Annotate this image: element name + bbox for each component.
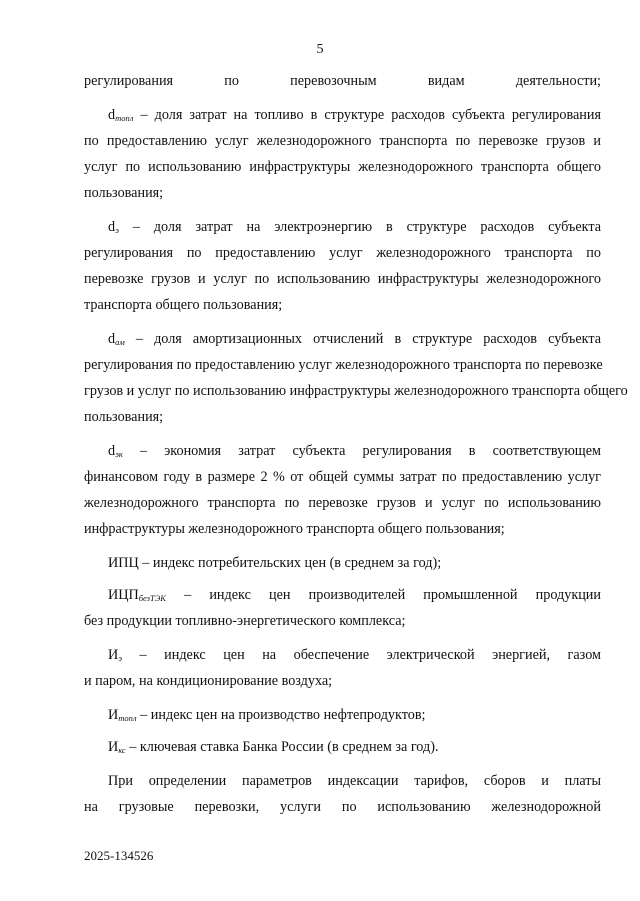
definition-d-economy xyxy=(84,438,601,542)
text-line: перевозке грузов и услуг по использованию инфраструктуры железнодорожного xyxy=(84,271,601,287)
symbol: И xyxy=(108,707,119,723)
symbol-subscript: топл xyxy=(115,113,134,123)
document-body xyxy=(84,68,628,828)
text-line: на грузовые перевозки, услуги по использованию железнодорожной xyxy=(84,799,601,815)
symbol-subscript: кс xyxy=(118,745,126,755)
symbol: d xyxy=(108,443,116,459)
symbol: И xyxy=(108,647,119,663)
definition-index-fuel xyxy=(84,702,601,728)
document-id: 2025-134526 xyxy=(84,848,154,863)
definition-d-fuel xyxy=(84,102,601,206)
text-line: по предоставлению услуг железнодорожного транспорта по перевозке грузов и xyxy=(84,133,601,149)
text-line: $d_{эк}$ – экономия затрат субъекта регулирования в соответствующем xyxy=(108,443,601,459)
text-line: регулирования по перевозочным видам деятельности; xyxy=(84,73,601,89)
text-line: $И_{топл}$ – индекс цен на производство нефтепродуктов; xyxy=(108,707,426,723)
text-line: транспорта общего пользования; xyxy=(84,297,283,313)
text-line: грузов и услуг по использованию инфраструктуры железнодорожного транспорта общего xyxy=(84,383,628,399)
symbol: ИЦП xyxy=(108,587,139,603)
definition-ppi xyxy=(84,582,601,634)
text-line: пользования; xyxy=(84,409,164,425)
text-line: $d_{ам}$ – доля амортизационных отчислений в структуре расходов субъекта xyxy=(108,331,601,347)
text-line: регулирования по предоставлению услуг железнодорожного транспорта по xyxy=(84,245,601,261)
text-line: ИПЦ – индекс потребительских цен (в среднем за год); xyxy=(108,555,442,571)
symbol: d xyxy=(108,331,116,347)
definition-cpi xyxy=(84,550,601,576)
text-line: $ИЦП_{безТЭК}$ – индекс цен производителей промышленной продукции xyxy=(108,587,601,603)
paragraph-regulation-end xyxy=(84,68,601,94)
paragraph-indexation xyxy=(84,768,601,820)
text-line: финансовом году в размере 2 % от общей суммы затрат по предоставлению услуг xyxy=(84,469,601,485)
symbol: И xyxy=(108,739,119,755)
text-line: При определении параметров индексации тарифов, сборов и платы xyxy=(108,773,601,789)
symbol-subscript: э xyxy=(118,653,122,663)
text-line: $И_{кс}$ – ключевая ставка Банка России (в среднем за год). xyxy=(108,739,439,755)
text-line: и паром, на кондиционирование воздуха; xyxy=(84,673,333,689)
text-line: услуг по использованию инфраструктуры железнодорожного транспорта общего xyxy=(84,159,601,175)
symbol-subscript: топл xyxy=(118,713,137,723)
definition-key-rate xyxy=(84,734,601,760)
page-number: 5 xyxy=(316,42,324,57)
text-line: $d_{топл}$ – доля затрат на топливо в структуре расходов субъекта регулирования xyxy=(108,107,601,123)
symbol-subscript: ам xyxy=(115,337,125,347)
definition-d-amortization xyxy=(84,326,628,430)
text-line: $d_э$ – доля затрат на электроэнергию в структуре расходов субъекта xyxy=(108,219,601,235)
text-line: без продукции топливно-энергетического комплекса; xyxy=(84,613,406,629)
symbol-subscript: э xyxy=(115,225,119,235)
symbol: d xyxy=(108,107,116,123)
text-line: $И_э$ – индекс цен на обеспечение электрической энергией, газом xyxy=(108,647,601,663)
text-line: инфраструктуры железнодорожного транспорта общего пользования; xyxy=(84,521,505,537)
text-line: регулирования по предоставлению услуг железнодорожного транспорта по перевозке xyxy=(84,357,603,373)
definition-index-electricity xyxy=(84,642,601,694)
text-line: железнодорожного транспорта по перевозке грузов и услуг по использованию xyxy=(84,495,601,511)
symbol-subscript: эк xyxy=(115,449,123,459)
definition-d-electricity xyxy=(84,214,601,318)
symbol: d xyxy=(108,219,116,235)
text-line: пользования; xyxy=(84,185,164,201)
symbol-subscript: безТЭК xyxy=(138,593,166,603)
